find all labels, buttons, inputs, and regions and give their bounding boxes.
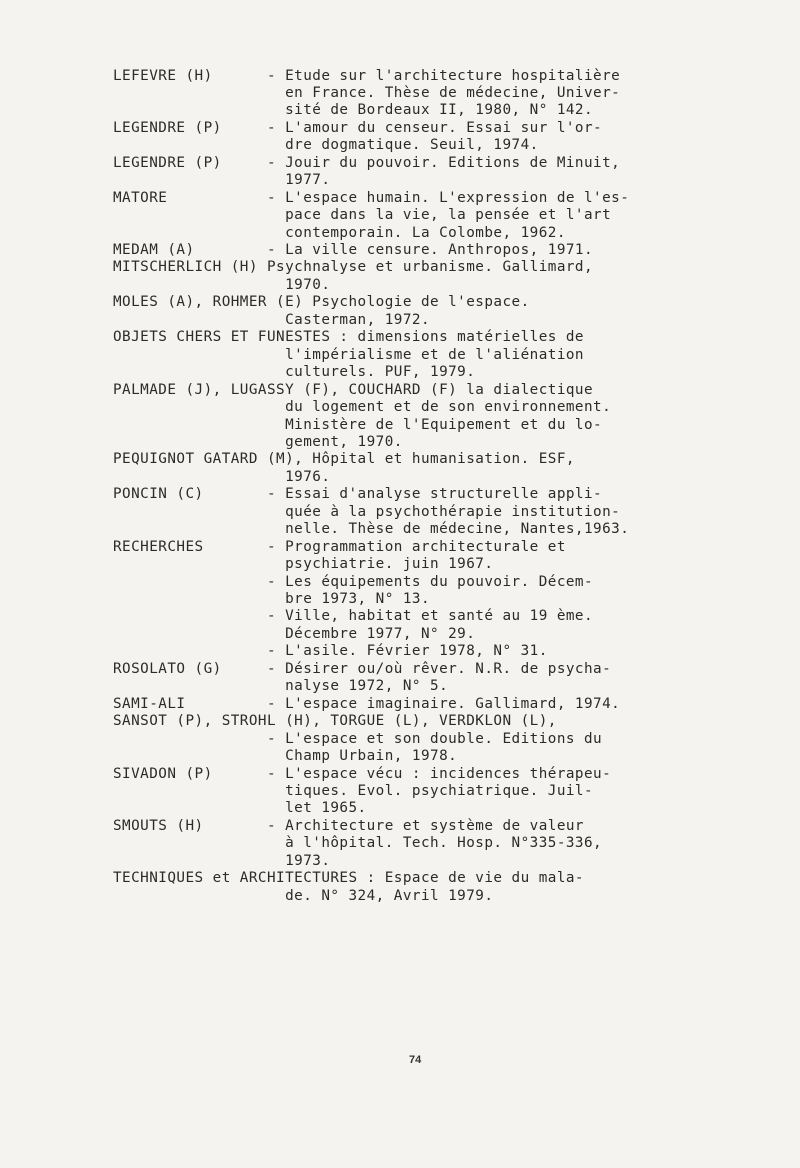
bibliography-line: culturels. PUF, 1979. [113, 364, 476, 381]
bibliography-line: 1976. [113, 468, 331, 485]
bibliography-line: du logement et de son environnement. [113, 399, 612, 416]
bibliography-line: MITSCHERLICH (H) Psychnalyse et urbanisme. Gallimard, [113, 259, 594, 276]
bibliography-line: Champ Urbain, 1978. [113, 748, 458, 765]
bibliography-line: ROSOLATO (G) - Désirer ou/où rêver. N.R. de psycha- [113, 660, 612, 677]
bibliography-line: 1970. [113, 276, 331, 293]
bibliography-line: MEDAM (A) - La ville censure. Anthropos, 1971. [113, 242, 594, 258]
bibliography-line: OBJETS CHERS ET FUNESTES : dimensions matérielles de [113, 329, 584, 346]
bibliography-line: Ministère de l'Equipement et du lo- [113, 416, 603, 433]
bibliography-line: LEGENDRE (P) - L'amour du censeur. Essai sur l'or- [113, 119, 603, 136]
bibliography-line: - Les équipements du pouvoir. Décem- [113, 573, 594, 590]
bibliography-line: psychiatrie. juin 1967. [113, 556, 494, 573]
bibliography-line: en France. Thèse de médecine, Univer- [113, 84, 621, 101]
bibliography-line: - L'espace et son double. Editions du [113, 730, 603, 747]
bibliography-line: à l'hôpital. Tech. Hosp. N°335-336, [113, 835, 603, 852]
bibliography-line: SANSOT (P), STROHL (H), TORGUE (L), VERDKLON (L), [113, 713, 557, 730]
bibliography-line: de. N° 324, Avril 1979. [113, 887, 494, 904]
bibliography-line: PALMADE (J), LUGASSY (F), COUCHARD (F) la dialectique [113, 381, 594, 398]
bibliography-line: pace dans la vie, la pensée et l'art [113, 207, 612, 224]
bibliography-line: sité de Bordeaux II, 1980, N° 142. [113, 102, 594, 119]
bibliography-line: 1977. [113, 172, 331, 189]
bibliography-line: bre 1973, N° 13. [113, 591, 431, 607]
bibliography-line: MOLES (A), ROHMER (E) Psychologie de l'espace. [113, 294, 530, 311]
bibliography-line: MATORE - L'espace humain. L'expression de l'es- [113, 189, 630, 206]
page-number: 74 [409, 1054, 422, 1066]
bibliography-line: Décembre 1977, N° 29. [113, 625, 476, 642]
bibliography-line: TECHNIQUES et ARCHITECTURES : Espace de vie du mala- [113, 870, 584, 887]
bibliography-line: 1973. [113, 852, 331, 869]
bibliography-line: dre dogmatique. Seuil, 1974. [113, 137, 539, 154]
bibliography-line: l'impérialisme et de l'aliénation [113, 346, 584, 363]
bibliography-line: tiques. Evol. psychiatrique. Juil- [113, 782, 594, 799]
bibliography-line: PONCIN (C) - Essai d'analyse structurelle appli- [113, 486, 603, 503]
bibliography-line: nelle. Thèse de médecine, Nantes,1963. [113, 521, 630, 538]
bibliography-line: nalyse 1972, N° 5. [113, 678, 449, 695]
bibliography-line: quée à la psychothérapie institution- [113, 503, 621, 520]
bibliography-line: let 1965. [113, 800, 367, 817]
bibliography-line: SAMI-ALI - L'espace imaginaire. Gallimard, 1974. [113, 695, 621, 712]
bibliography-line: Casterman, 1972. [113, 311, 431, 328]
bibliography-line: LEFEVRE (H) - Etude sur l'architecture hospitalière [113, 67, 621, 84]
bibliography-line: RECHERCHES - Programmation architecturale et [113, 538, 566, 555]
bibliography-line: - L'asile. Février 1978, N° 31. [113, 643, 548, 660]
bibliography-line: LEGENDRE (P) - Jouir du pouvoir. Editions de Minuit, [113, 154, 621, 171]
bibliography-line: PEQUIGNOT GATARD (M), Hôpital et humanisation. ESF, [113, 451, 575, 468]
bibliography-line: - Ville, habitat et santé au 19 ème. [113, 608, 594, 625]
bibliography-line: SIVADON (P) - L'espace vécu : incidences thérapeu- [113, 765, 612, 782]
bibliography-line: gement, 1970. [113, 433, 403, 450]
bibliography-line: contemporain. La Colombe, 1962. [113, 224, 566, 241]
bibliography-line: SMOUTS (H) - Architecture et système de valeur [113, 817, 584, 834]
